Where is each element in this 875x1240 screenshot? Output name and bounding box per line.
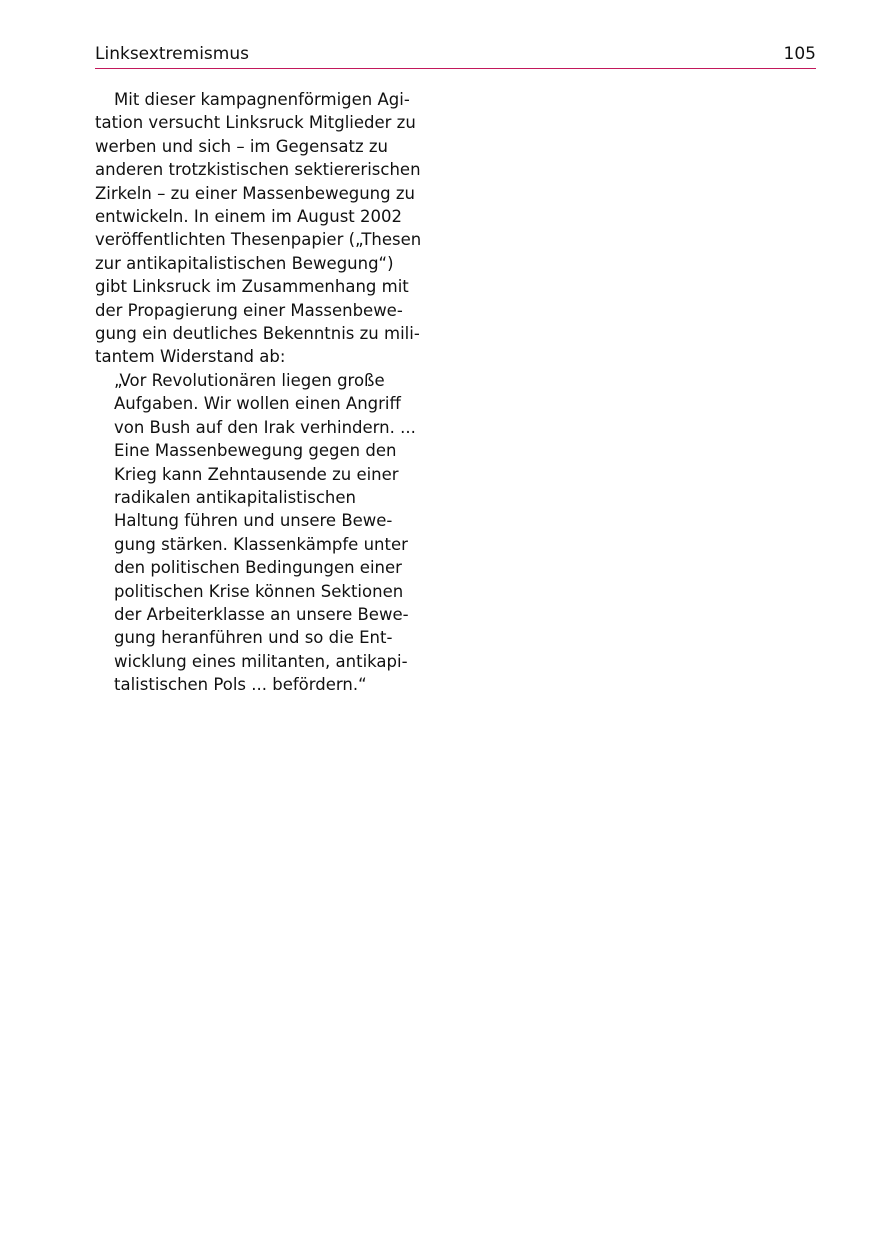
- paragraph-line: werben und sich – im Gegensatz zu: [95, 136, 388, 156]
- quote-line: Eine Massenbewegung gegen den: [114, 441, 397, 461]
- text-column: [95, 88, 440, 697]
- paragraph-line: der Propagierung einer Massenbewe-: [95, 300, 403, 320]
- quote-line: wicklung eines militanten, antikapi-: [114, 651, 408, 671]
- block-quote: [95, 369, 440, 697]
- quote-line: gung heranführen und so die Ent-: [114, 628, 393, 648]
- running-header: [95, 42, 816, 69]
- quote-line: der Arbeiterklasse an unsere Bewe-: [114, 604, 409, 624]
- quote-line: von Bush auf den Irak verhindern. ...: [114, 417, 416, 437]
- page-number: 105: [783, 44, 816, 64]
- body-paragraph: [95, 88, 440, 369]
- quote-line: radikalen antikapitalistischen: [114, 487, 356, 507]
- quote-line: den politischen Bedingungen einer: [114, 558, 402, 578]
- paragraph-line: veröffentlichten Thesenpapier („Thesen: [95, 230, 422, 250]
- paragraph-line: Mit dieser kampagnenförmigen Agi-: [114, 90, 410, 109]
- paragraph-line: zur antikapitalistischen Bewegung“): [95, 253, 394, 273]
- quote-line: gung stärken. Klassenkämpfe unter: [114, 534, 408, 554]
- paragraph-line: gung ein deutliches Bekenntnis zu mili-: [95, 324, 420, 344]
- header-title: Linksextremismus: [95, 44, 249, 64]
- quote-line: Aufgaben. Wir wollen einen Angriff: [114, 394, 401, 414]
- quote-line: Krieg kann Zehntausende zu einer: [114, 464, 399, 484]
- paragraph-line: anderen trotzkistischen sektiererischen: [95, 160, 421, 180]
- paragraph-line: Zirkeln – zu einer Massenbewegung zu: [95, 183, 415, 203]
- paragraph-line: entwickeln. In einem im August 2002: [95, 207, 402, 227]
- quote-line: talistischen Pols ... befördern.“: [114, 675, 367, 695]
- paragraph-line: tantem Widerstand ab:: [95, 347, 286, 367]
- quote-line: politischen Krise können Sektionen: [114, 581, 404, 601]
- paragraph-line: gibt Linksruck im Zusammenhang mit: [95, 277, 409, 297]
- quote-line: „Vor Revolutionären liegen große: [114, 370, 385, 390]
- paragraph-line: tation versucht Linksruck Mitglieder zu: [95, 113, 416, 133]
- quote-line: Haltung führen und unsere Bewe-: [114, 511, 393, 531]
